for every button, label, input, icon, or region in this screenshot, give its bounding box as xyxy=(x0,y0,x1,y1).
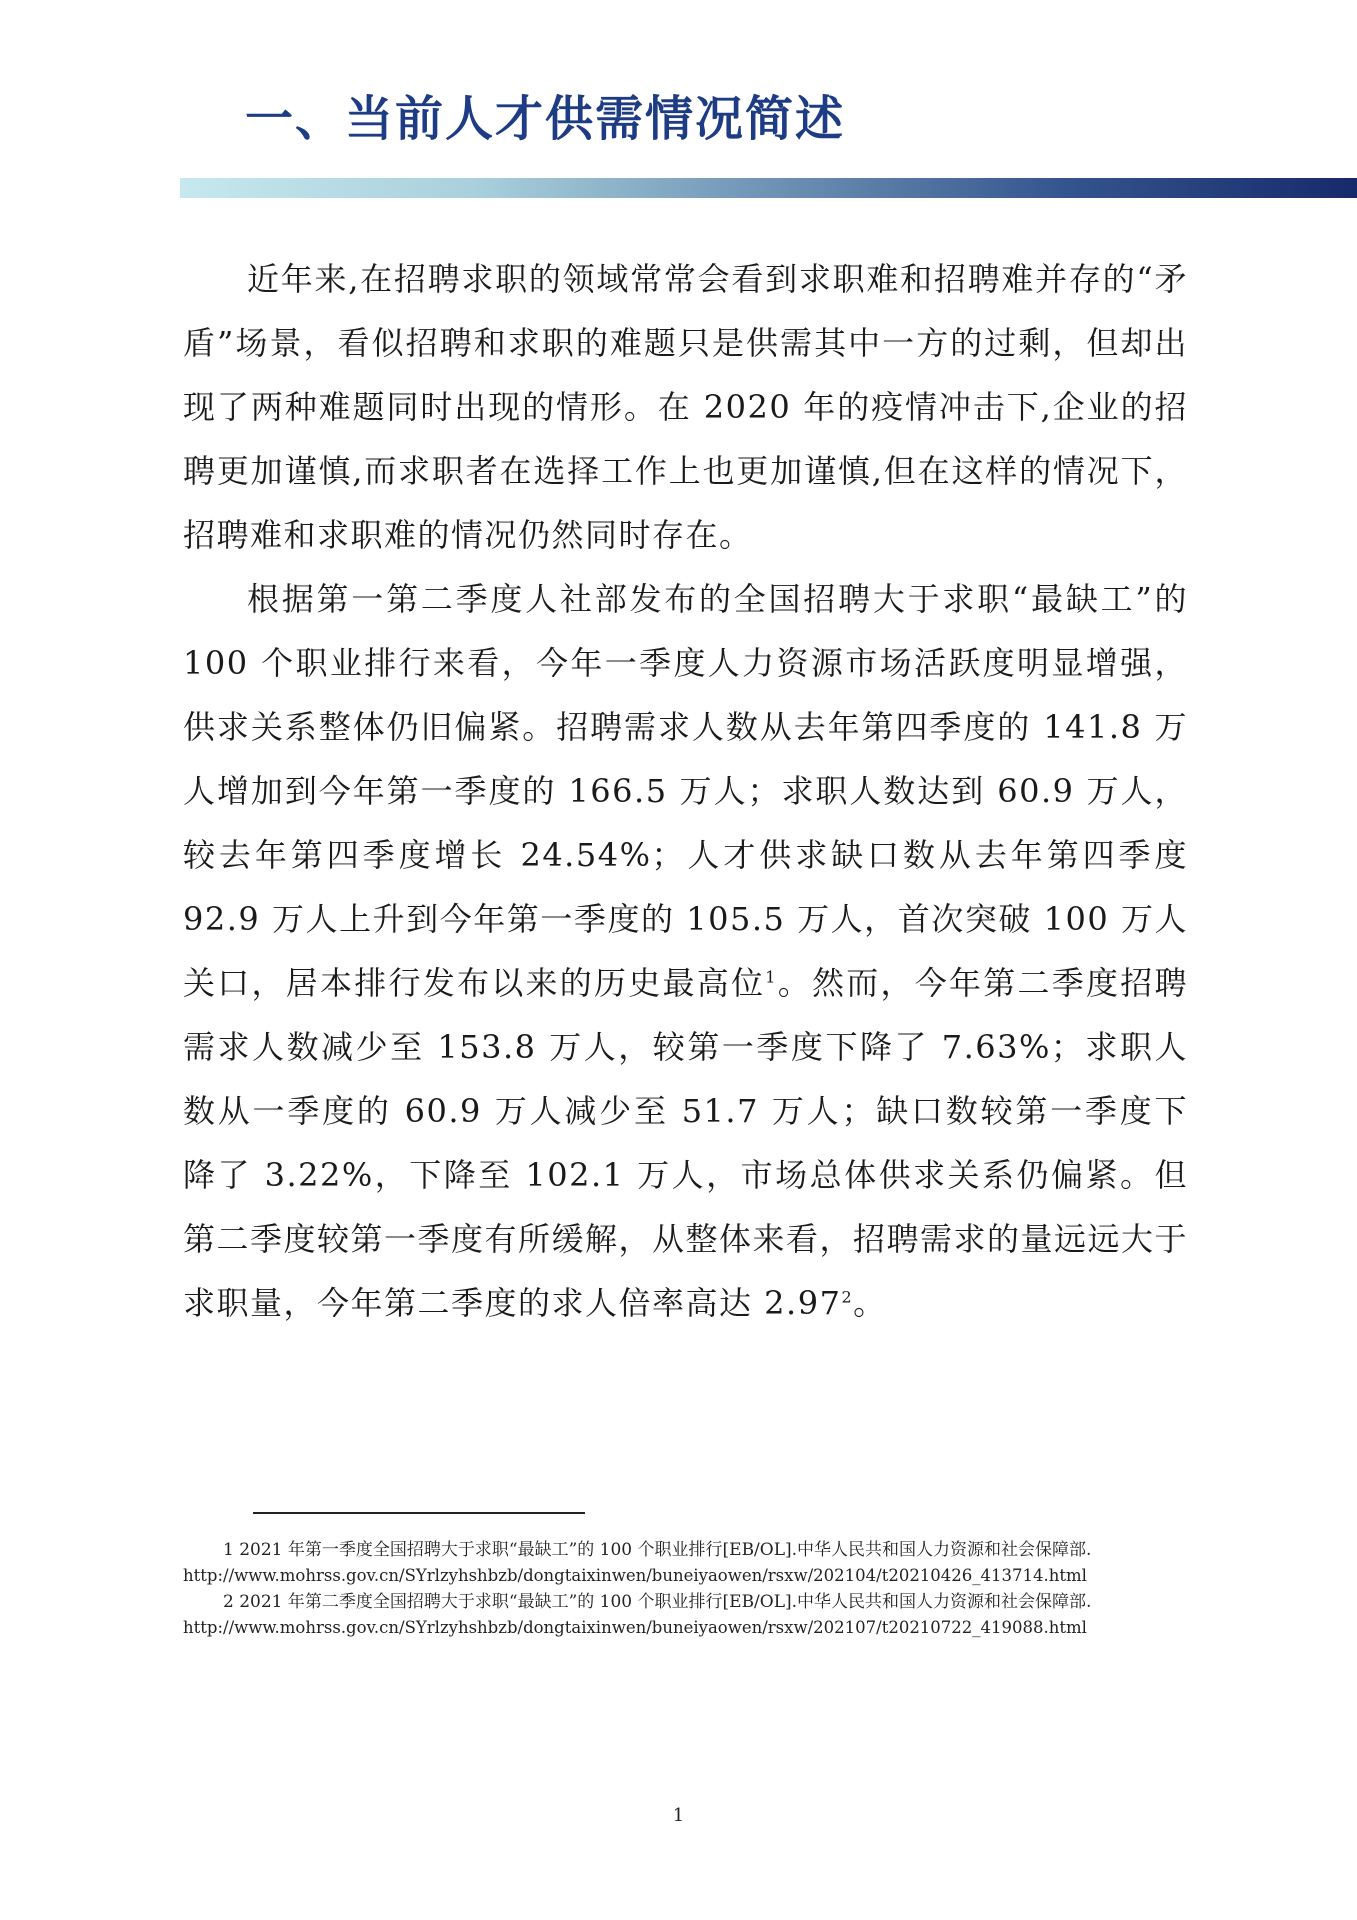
footnote-separator xyxy=(253,1512,585,1514)
title-gradient-bar xyxy=(180,178,1357,198)
paragraph-2-part-a: 根据第一第二季度人社部发布的全国招聘大于求职“最缺工”的 100 个职业排行来看，今年一季度人力资源市场活跃度明显增强，供求关系整体仍旧偏紧。招聘需求人数从去年第四季度的 141.8 万人增加到今年第一季度的 166.5 万人；求职人数达到 60.9 万人，较去年第四季度增长 24.54%；人才供求缺口数从去年第四季度 92.9 万人上升到今年第一季度的 105.5 万人，首次突破 100 万人关口，居本排行发布以来的历史最高位 xyxy=(183,580,1188,1002)
footnote-2-text: 2 2021 年第二季度全国招聘大于求职“最缺工”的 100 个职业排行[EB/OL].中华人民共和国人力资源和社会保障部. xyxy=(223,1592,1092,1612)
footnote-1-text: 1 2021 年第一季度全国招聘大于求职“最缺工”的 100 个职业排行[EB/OL].中华人民共和国人力资源和社会保障部. xyxy=(223,1540,1092,1560)
footnote-2-url[interactable]: http://www.mohrss.gov.cn/SYrlzyhshbzb/dongtaixinwen/buneiyaowen/rsxw/202107/t20210722_419088.html xyxy=(183,1618,1087,1637)
footnotes xyxy=(183,1537,1183,1641)
page-title: 一、当前人才供需情况简述 xyxy=(245,91,846,147)
page-number: 1 xyxy=(672,1805,685,1826)
footnote-1-url[interactable]: http://www.mohrss.gov.cn/SYrlzyhshbzb/dongtaixinwen/buneiyaowen/rsxw/202104/t20210426_413714.html xyxy=(183,1566,1087,1585)
body-text xyxy=(183,247,1188,1335)
footnote-ref-1[interactable]: 1 xyxy=(765,967,777,987)
paragraph-2 xyxy=(183,567,1188,1335)
paragraph-2-part-b: 。然而，今年第二季度招聘需求人数减少至 153.8 万人，较第一季度下降了 7.63%；求职人数从一季度的 60.9 万人减少至 51.7 万人；缺口数较第一季度下降了 3.22%，下降至 102.1 万人，市场总体供求关系仍偏紧。但第二季度较第一季度有所缓解，从整体来看，招聘需求的量远远大于求职量，今年第二季度的求人倍率高达 2.97 xyxy=(183,964,1189,1322)
paragraph-1: 近年来,在招聘求职的领域常常会看到求职难和招聘难并存的“矛盾”场景，看似招聘和求职的难题只是供需其中一方的过剩，但却出现了两种难题同时出现的情形。在 2020 年的疫情冲击下,企业的招聘更加谨慎,而求职者在选择工作上也更加谨慎,但在这样的情况下，招聘难和求职难的情况仍然同时存在。 xyxy=(183,260,1188,554)
footnote-ref-2[interactable]: 2 xyxy=(841,1287,854,1307)
paragraph-2-part-c: 。 xyxy=(853,1284,887,1322)
